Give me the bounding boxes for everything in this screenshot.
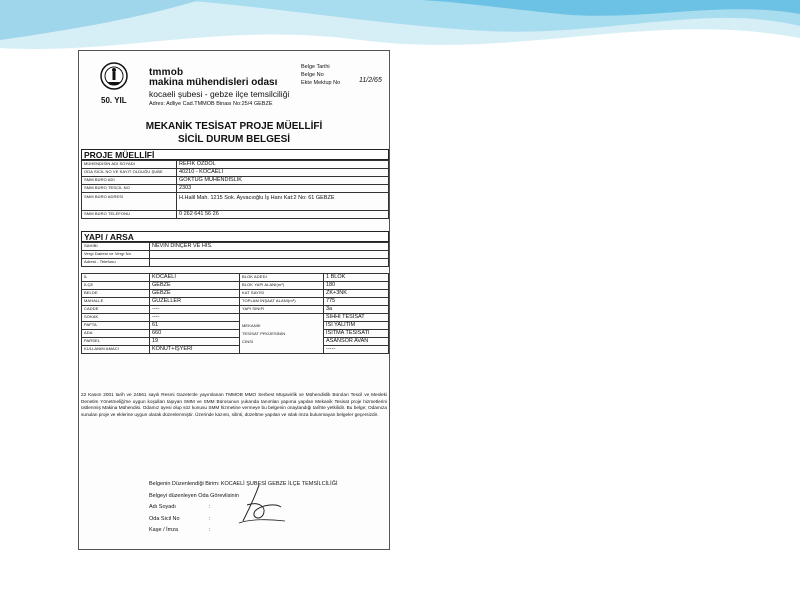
field-value: GEBZE (150, 290, 240, 298)
meta-date-label: Belge Tarihi (301, 64, 330, 70)
field-value: 2303 (177, 185, 389, 193)
field-value: KONUT+İŞYERİ (150, 346, 240, 354)
field-value: H.Halil Mah. 1215 Sok. Ayvacıoğlu İş Hanı Kat:2 No: 61 GEBZE (177, 193, 389, 211)
field-value: 61 (150, 322, 240, 330)
field-label: TOPLAM İNŞAAT ALANI(m²) (240, 298, 324, 306)
field-label: ODA SİCİL NO VE KAYIT OLDUĞU ŞUBE (82, 169, 177, 177)
field-value: 0 262 641 56 26 (177, 211, 389, 219)
table-row (82, 282, 389, 290)
field-value: 1 BLOK (324, 274, 389, 282)
org-name-short: tmmob (149, 67, 184, 78)
table-row (82, 251, 389, 259)
org-address: Adres: Adliye Cad.TMMOB Binası No:25/4 GEBZE (149, 101, 273, 107)
issuer-officer: Belgeyi düzenleyen Oda Görevlisinin (149, 492, 239, 499)
field-label: İL (82, 274, 150, 282)
field-value: SIHHİ TESİSAT (324, 314, 389, 322)
field-value: 660 (150, 330, 240, 338)
mechanical-type-label (240, 314, 324, 354)
table-row (82, 169, 389, 177)
field-value: REFİK ÖZDÖL (177, 161, 389, 169)
table-row (82, 322, 389, 330)
org-name-full: makina mühendisleri odası (149, 77, 278, 88)
meta-number-label: Belge No (301, 72, 324, 78)
issuer-unit: Belgenin Düzenlendiği Birim: KOCAELİ ŞUBESİ GEBZE İLÇE TEMSİLCİLİĞİ (149, 481, 338, 487)
officer-name-label: Adı Soyadı (149, 504, 176, 510)
field-label: CADDE (82, 306, 150, 314)
field-label: YAPI SINIFI (240, 306, 324, 314)
colon: : (209, 504, 211, 510)
field-label: SOKAK (82, 314, 150, 322)
meta-handwritten-value: 11/2/65 (359, 77, 382, 84)
table-row (82, 177, 389, 185)
field-value: KOCAELİ (150, 274, 240, 282)
tmmob-emblem-icon (99, 61, 129, 93)
table-row (82, 193, 389, 211)
field-label: SMM BÜRO TESCİL NO (82, 185, 177, 193)
table-row (82, 274, 389, 282)
table-row (82, 346, 389, 354)
field-label: MAHALLE (82, 298, 150, 306)
field-label: PARSEL (82, 338, 150, 346)
field-label: CİNSİ (242, 338, 254, 344)
handwritten-signature-icon (219, 483, 299, 533)
field-value: GÖKTUĞ MÜHENDİSLİK (177, 177, 389, 185)
field-value: NEVİN DİNÇER VE HİS. (150, 243, 389, 251)
section-header-yapi-arsa: YAPI / ARSA (81, 231, 389, 242)
officer-sicil-label: Oda Sicil No (149, 515, 180, 522)
field-label: ADA (82, 330, 150, 338)
field-value: 775 (324, 298, 389, 306)
table-row (82, 243, 389, 251)
document-title: MEKANİK TESİSAT PROJE MÜELLİFİ (145, 121, 323, 132)
field-value: ---- (150, 314, 240, 322)
document-subtitle: SİCİL DURUM BELGESİ (177, 134, 291, 145)
document-meta (301, 63, 382, 87)
field-label: KAT SAYISI (240, 290, 324, 298)
field-value: 19 (150, 338, 240, 346)
table-row (82, 338, 389, 346)
table-row (82, 306, 389, 314)
field-label: SMM BÜRO ADI (82, 177, 177, 185)
field-value: GEBZE (150, 282, 240, 290)
field-value: 3a (324, 306, 389, 314)
field-label: SMM BÜRO TELEFONU (82, 211, 177, 219)
field-label: MÜHENDİSİN ADI SOYADI (82, 161, 177, 169)
field-label: PAFTA (82, 322, 150, 330)
table-row (82, 330, 389, 338)
legal-paragraph: 22 Kasım 2001 tarih ve 24561 sayılı Resmi Gazete'de yayımlanan TMMOB MMO Serbest Müşavirlik ve Mühendislik Büroları Tescil ve Mesleki Denetim Yönetmeliği'ne uygun koşulları taşıyan SMM ve SMM Bürosunun yukarıda tanımlan yapıma yapılan Mekanik Tesisat proje hizmetlerini üstlenmiş Makina Mühendisi. Odamız üyesi olup söz konusu SMM hizmetine vermeye bu belgenin onaylandığı tarihte yetkilidir. Bu belge; Odamıza sunulan proje ve eklerine uygun olarak düzenlenmiştir. Üzerinde kazıntı, silinti, düzeltme yapılan ve ıslak imza bulunmayan belgeler geçersizdir. (81, 392, 387, 417)
field-value (150, 251, 389, 259)
field-label: KULLANIM AMACI (82, 346, 150, 354)
field-value: GÜZELLER (150, 298, 240, 306)
field-value: ISITMA TESİSATI (324, 330, 389, 338)
field-value: ISI YALITIM (324, 322, 389, 330)
field-value: ZK+3NK (324, 290, 389, 298)
section-header-proje-muellifi: PROJE MÜELLİFİ (81, 149, 389, 160)
owner-table (81, 242, 389, 267)
field-value: ---- (150, 306, 240, 314)
field-label: BLOK YAPI ALANI(m²) (240, 282, 324, 290)
table-row (82, 298, 389, 306)
officer-stamp-label: Kaşe / İmza (149, 527, 179, 533)
table-row (82, 259, 389, 267)
field-value: 40210 - KOCAELİ (177, 169, 389, 177)
org-branch: kocaeli şubesi - gebze ilçe temsilciliği (149, 89, 290, 99)
table-row (82, 185, 389, 193)
table-row (82, 211, 389, 219)
property-table (81, 273, 389, 354)
field-label: Vergi Dairesi ve Vergi No (82, 251, 150, 259)
field-label: BLOK ADEDİ (240, 274, 324, 282)
meta-letter-label: Ekte Mektup No (301, 80, 341, 86)
field-value (150, 259, 389, 267)
field-value: ----- (324, 346, 389, 354)
field-label: BELDE (82, 290, 150, 298)
colon: : (209, 515, 211, 522)
field-value: ASANSÖR AVAN (324, 338, 389, 346)
colon: : (209, 527, 211, 533)
table-row (82, 161, 389, 169)
field-label: SAHİBİ (82, 243, 150, 251)
author-table (81, 160, 389, 219)
field-label: MEKANİK (242, 322, 261, 328)
field-label: TESİSAT PROJESİNİN (242, 330, 286, 336)
field-label: İLÇE (82, 282, 150, 290)
field-label: Adresi - Telefonu (82, 259, 150, 267)
field-label: SMM BÜRO ADRESİ (82, 193, 177, 211)
certificate-document (78, 50, 390, 550)
anniversary-label: 50. YIL (101, 96, 127, 105)
table-row (82, 290, 389, 298)
table-row (82, 314, 389, 322)
field-value: 180 (324, 282, 389, 290)
